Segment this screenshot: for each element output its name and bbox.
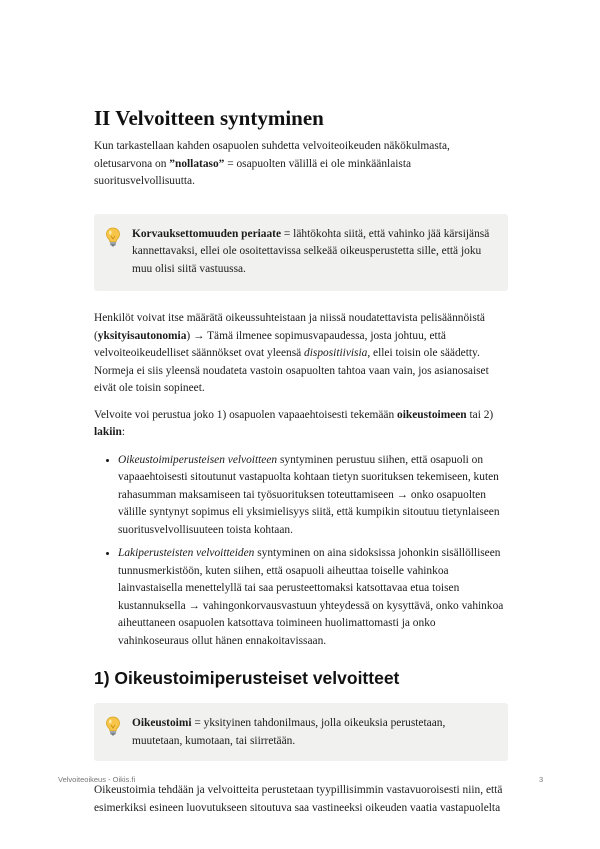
intro-paragraph: Kun tarkastellaan kahden osapuolen suhdetta velvoiteoikeuden näkökulmasta, oletusarvona on ”nollataso” = osapuolten välillä ei ole minkäänlaista suoritusvelvollisuutta. <box>94 140 450 187</box>
list-item: • Lakiperusteisten velvoitteiden syntyminen on aina sidoksissa johonkin sisällölliseen tunnusmerkistöön, kuten siihen, että osapuoli aiheuttaa toiselle vahinkoa lainvastaisella menettelyllä tai saa perusteettomaksi katsottavaa etua toisen kustannuksella → vahingonkorvausvastuun yhteydessä on kysyttävä, onko vahinkoa aiheuttaneen osapuolen katsottava toimineen huolimattomasti ja onko vahinkoseuraus ollut hänen ennakoitavissaan. <box>118 545 508 650</box>
paragraph-yksityisautonomia: Henkilöt voivat itse määrätä oikeussuhteistaan ja niissä noudatettavista pelisäännöistä (yksityisautonomia) → Tämä ilmenee sopimusvapaudessa, josta johtuu, että velvoiteoikeudelliset säännökset ovat yleensä dispositiivisia, ellei toisin ole säädetty. Normeja ei siis yleensä noudateta vastoin osapuolten tahtoa vaan vain, jos asianosaiset eivät ole toisin sopineet. <box>94 312 489 394</box>
callout-term: Oikeustoimi <box>132 717 192 729</box>
list-item: • Oikeustoimiperusteisen velvoitteen syntyminen perustuu siihen, että osapuoli on vapaaehtoisesti sitoutunut vastapuolta kohtaan tietyn suorituksen tekemiseen, kuten rahasumman maksamiseen tai työsuorituksen toteuttamiseen → onko osapuolten välille syntynyt sopimus eli yksimielisyys siitä, että kumpikin sitoutuu tietynlaiseen suoritusvelvollisuuteen toista kohtaan. <box>118 452 508 540</box>
section-heading: 1) Oikeustoimiperusteiset velvoitteet <box>94 668 400 688</box>
lakiin-term: lakiin <box>94 426 122 438</box>
velvoite-list <box>94 452 508 651</box>
page-content <box>94 104 508 817</box>
dispositiivisia-term: dispositiivisia <box>304 347 368 359</box>
callout-oikeustoimi: Oikeustoimi = yksityinen tahdonilmaus, jolla oikeuksia perustetaan, muutetaan, kumotaan, tai siirretään. <box>94 703 508 761</box>
oikeustoimeen-term: oikeustoimeen <box>397 408 467 421</box>
nollataso-term: ”nollataso” <box>169 157 225 170</box>
yksityisautonomia-term: yksityisautonomia <box>97 329 187 342</box>
paragraph-oikeustoimia: Oikeustoimia tehdään ja velvoitteita perustetaan tyypillisimmin vastavuoroisesti niin, että esimerkiksi esineen luovutukseen sitoutuva saa vastineeksi oikeuden vaatia vastapuolelta <box>94 784 503 814</box>
lightbulb-icon <box>105 716 121 736</box>
page-number: 3 <box>539 775 544 784</box>
paragraph-velvoite-perusteet: Velvoite voi perustua joko 1) osapuolen vapaaehtoisesti tekemään oikeustoimeen tai 2) lakiin: <box>94 408 494 438</box>
callout-term: Korvauksettomuuden periaate <box>132 227 282 240</box>
footer-title: Velvoiteoikeus - Oikis.fi <box>58 775 136 784</box>
page-title: II Velvoitteen syntyminen <box>94 106 324 130</box>
callout-korvauksettomuus: Korvauksettomuuden periaate = lähtökohta siitä, että vahinko jää kärsijänsä kannettavaksi, ellei ole osoitettavissa selkeää oikeusperustetta sille, että joku muu olisi siitä vastuussa. <box>94 214 508 292</box>
lightbulb-icon <box>105 227 121 247</box>
